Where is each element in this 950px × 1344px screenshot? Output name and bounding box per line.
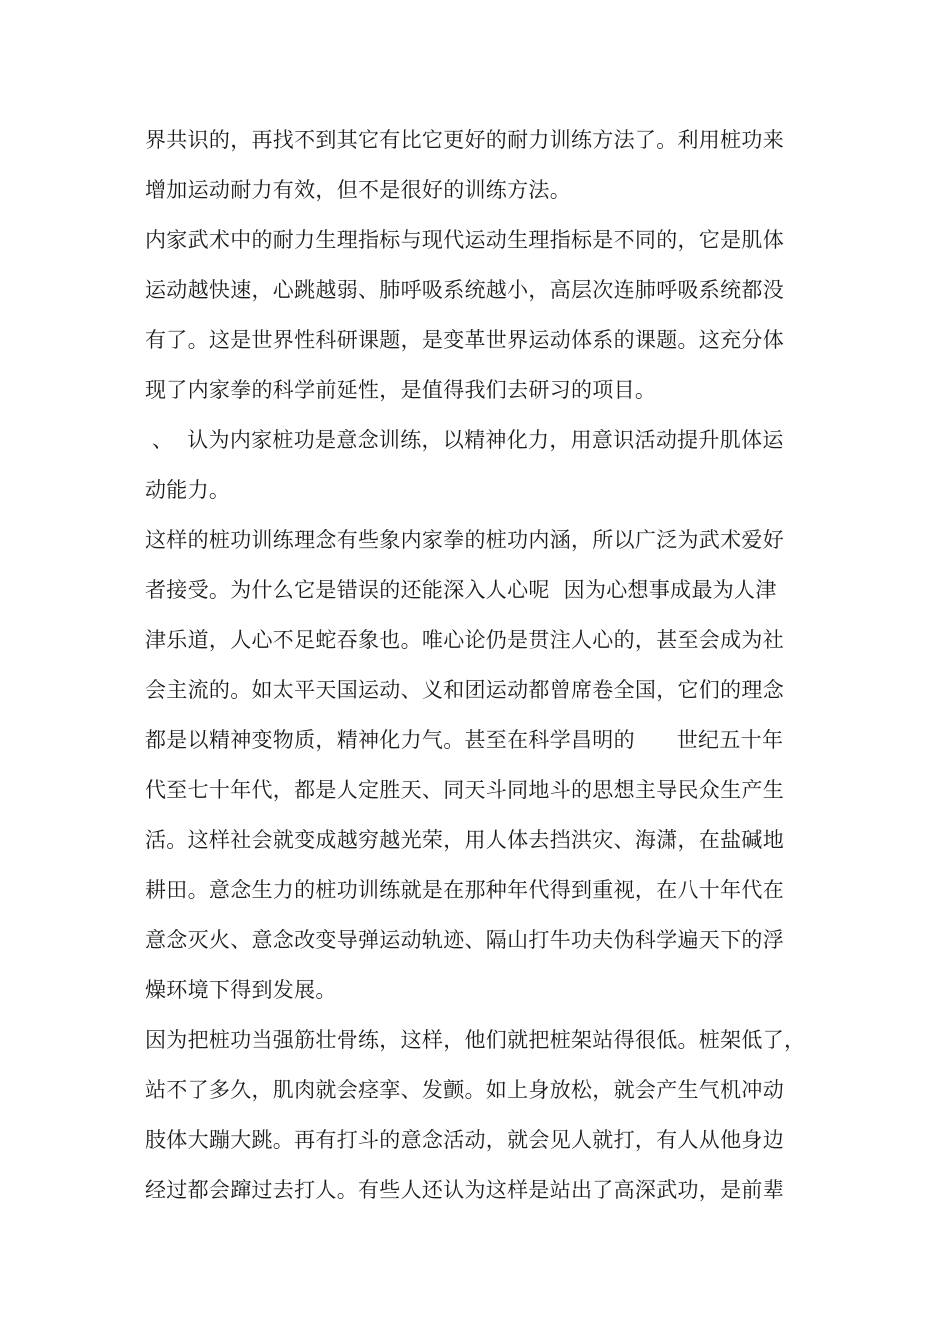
text-line: 者接受。为什么它是错误的还能深入人心呢 因为心想事成最为人津 — [145, 578, 777, 602]
text-line: 增加运动耐力有效，但不是很好的训练方法。 — [145, 178, 571, 202]
text-line: 经过都会蹿过去打人。有些人还认为这样是站出了高深武功，是前辈 — [145, 1178, 784, 1202]
text-line: 意念灭火、意念改变导弹运动轨迹、隔山打牛功夫伪科学遍天下的浮 — [145, 928, 784, 952]
text-line: 都是以精神变物质，精神化力气。甚至在科学昌明的 世纪五十年 — [145, 728, 784, 752]
text-line: 站不了多久，肌肉就会痉挛、发颤。如上身放松，就会产生气机冲动 — [145, 1078, 784, 1102]
text-line: 内家武术中的耐力生理指标与现代运动生理指标是不同的，它是肌体 — [145, 228, 784, 252]
text-line: 津乐道，人心不足蛇吞象也。唯心论仍是贯注人心的，甚至会成为社 — [145, 628, 784, 652]
text-line: 肢体大蹦大跳。再有打斗的意念活动，就会见人就打，有人从他身边 — [145, 1128, 784, 1152]
text-line: 会主流的。如太平天国运动、义和团运动都曾席卷全国，它们的理念 — [145, 678, 784, 702]
text-line: 有了。这是世界性科研课题，是变革世界运动体系的课题。这充分体 — [145, 328, 784, 352]
text-line: 、 认为内家桩功是意念训练，以精神化力，用意识活动提升肌体运 — [145, 428, 784, 452]
text-line: 因为把桩功当强筋壮骨练，这样，他们就把桩架站得很低。桩架低了， — [145, 1028, 806, 1052]
text-line: 这样的桩功训练理念有些象内家拳的桩功内涵，所以广泛为武术爱好 — [145, 528, 784, 552]
text-line: 耕田。意念生力的桩功训练就是在那种年代得到重视，在八十年代在 — [145, 878, 784, 902]
text-line: 活。这样社会就变成越穷越光荣，用人体去挡洪灾、海潇，在盐碱地 — [145, 828, 784, 852]
text-line: 运动越快速，心跳越弱、肺呼吸系统越小，高层次连肺呼吸系统都没 — [145, 278, 784, 302]
text-line: 现了内家拳的科学前延性，是值得我们去研习的项目。 — [145, 378, 657, 402]
text-line: 界共识的，再找不到其它有比它更好的耐力训练方法了。利用桩功来 — [145, 128, 784, 152]
text-line: 动能力。 — [145, 478, 231, 502]
text-line: 燥环境下得到发展。 — [145, 978, 337, 1002]
text-line: 代至七十年代，都是人定胜天、同天斗同地斗的思想主导民众生产生 — [145, 778, 784, 802]
